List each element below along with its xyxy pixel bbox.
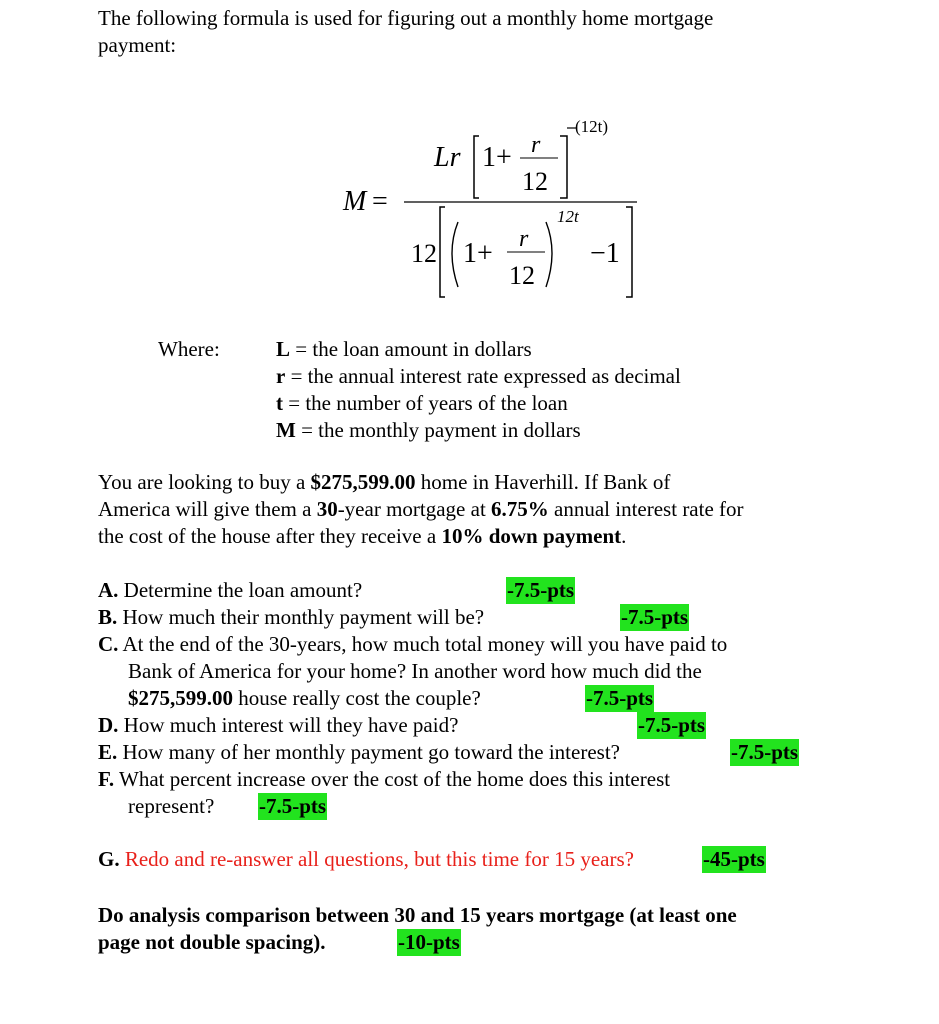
question-letter: A. <box>98 578 119 602</box>
mortgage-formula <box>0 0 939 310</box>
denominator-left-paren <box>452 222 458 287</box>
numerator-twelve: 12 <box>522 167 548 196</box>
intro-line-1: The following formula is used for figuring out a monthly home mortgage <box>98 6 714 30</box>
question-text: What percent increase over the cost of the home does this interest <box>114 767 671 791</box>
question-letter: F. <box>98 767 115 791</box>
scenario-text: America will give them a <box>98 497 317 521</box>
question-text: How much their monthly payment will be? <box>117 605 485 629</box>
question-d <box>98 712 458 739</box>
definition-years <box>276 390 568 417</box>
numerator-r: r <box>531 132 541 158</box>
denominator-twelve: 12 <box>509 261 535 290</box>
points-badge-c: -7.5-pts <box>586 686 654 710</box>
down-payment: 10% down payment <box>441 524 622 548</box>
question-e <box>98 739 620 766</box>
scenario-text: -year mortgage at <box>337 497 492 521</box>
points-badge-g: -45-pts <box>703 847 765 871</box>
question-letter: G. <box>98 847 120 871</box>
scenario-line-3 <box>98 523 626 550</box>
numerator-coef: Lr <box>434 142 461 173</box>
def-t-text: = the number of years of the loan <box>283 391 568 415</box>
intro-line-2: payment: <box>98 33 177 57</box>
interest-rate: 6.75% <box>491 497 549 521</box>
question-text: How many of her monthly payment go toward the interest? <box>117 740 620 764</box>
question-g <box>98 846 634 873</box>
numerator-left-bracket <box>474 136 479 198</box>
question-text: Determine the loan amount? <box>118 578 363 602</box>
analysis-line-1: Do analysis comparison between 30 and 15 years mortgage (at least one <box>98 903 737 927</box>
denominator-left-bracket <box>440 207 445 297</box>
denominator-coef: 12 <box>411 239 437 268</box>
question-b <box>98 604 484 631</box>
denominator-right-bracket <box>626 207 632 297</box>
question-letter: D. <box>98 713 119 737</box>
denominator-r: r <box>519 226 529 252</box>
scenario-text: You are looking to buy a <box>98 470 311 494</box>
var-r: r <box>276 364 286 388</box>
points-badge-b: -7.5-pts <box>621 605 689 629</box>
denominator-one-plus: 1+ <box>463 238 493 269</box>
question-text-red: Redo and re-answer all questions, but this time for 15 years? <box>119 847 634 871</box>
definition-monthly <box>276 417 581 444</box>
points-badge-a: -7.5-pts <box>507 578 575 602</box>
question-text: At the end of the 30-years, how much total money will you have paid to <box>118 632 728 656</box>
formula-lhs: M <box>343 186 367 217</box>
scenario-line-2 <box>98 496 744 523</box>
scenario-text: annual interest rate for <box>548 497 744 521</box>
scenario-text: . <box>621 524 627 548</box>
mortgage-years: 30 <box>316 497 338 521</box>
scenario-text: home in Haverhill. If Bank of <box>415 470 671 494</box>
scenario-line-1 <box>98 469 670 496</box>
denominator-minus-one: −1 <box>590 238 620 269</box>
question-text: house really cost the couple? <box>233 686 481 710</box>
definition-rate <box>276 363 681 390</box>
var-m: M <box>276 418 296 442</box>
numerator-one-plus: 1+ <box>482 142 512 173</box>
points-badge-e: -7.5-pts <box>731 740 799 764</box>
points-badge-d: -7.5-pts <box>638 713 706 737</box>
formula-equals: = <box>372 186 388 217</box>
question-letter: E. <box>98 740 118 764</box>
question-letter: B. <box>98 605 118 629</box>
question-c-line-3 <box>128 685 481 712</box>
scenario-text: the cost of the house after they receive a <box>98 524 442 548</box>
analysis-line-2: page not double spacing). <box>98 930 326 954</box>
numerator-right-bracket <box>560 136 567 198</box>
var-t: t <box>276 391 283 415</box>
def-r-text: = the annual interest rate expressed as decimal <box>285 364 681 388</box>
house-price: $275,599.00 <box>128 686 233 710</box>
denominator-exponent: 12t <box>557 207 579 226</box>
definition-loan <box>276 336 532 363</box>
question-letter: C. <box>98 632 119 656</box>
def-m-text: = the monthly payment in dollars <box>295 418 581 442</box>
question-f-line-1 <box>98 766 670 793</box>
home-price: $275,599.00 <box>310 470 416 494</box>
where-label: Where: <box>158 337 220 361</box>
question-a <box>98 577 362 604</box>
question-c-line-2: Bank of America for your home? In another word how much did the <box>128 659 702 683</box>
points-badge-f: -7.5-pts <box>259 794 327 818</box>
question-c-line-1 <box>98 631 727 658</box>
question-f-line-2: represent? <box>128 794 215 818</box>
var-l: L <box>276 337 291 361</box>
numerator-exponent: (12t) <box>575 117 609 136</box>
denominator-right-paren <box>546 222 552 287</box>
def-l-text: = the loan amount in dollars <box>290 337 532 361</box>
question-text: How much interest will they have paid? <box>118 713 459 737</box>
points-badge-analysis: -10-pts <box>398 930 460 954</box>
